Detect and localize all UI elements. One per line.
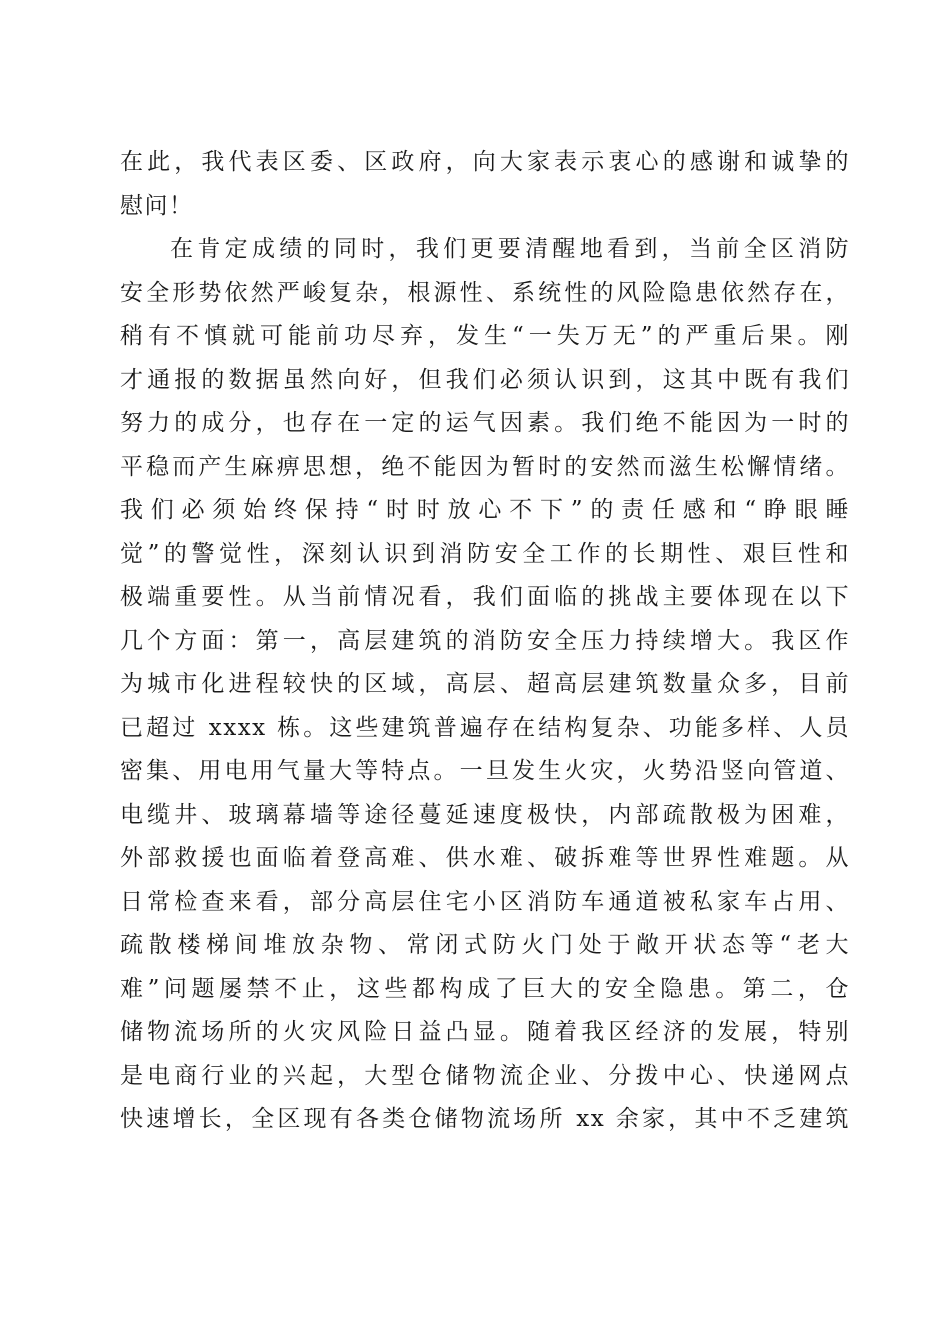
text-line: 外部救援也面临着登高难、供水难、破拆难等世界性难题。从 bbox=[120, 845, 850, 871]
text-line: 储物流场所的火灾风险日益凸显。随着我区经济的发展，特别 bbox=[120, 1019, 850, 1045]
text-line: 安全形势依然严峻复杂，根源性、系统性的风险隐患依然存在， bbox=[120, 279, 850, 306]
text-line: 稍有不慎就可能前功尽弃，发生“一失万无”的严重后果。刚 bbox=[120, 323, 850, 349]
paragraph-1 bbox=[120, 141, 850, 228]
document-body bbox=[120, 141, 850, 1142]
text-line: 极端重要性。从当前情况看，我们面临的挑战主要体现在以下 bbox=[120, 584, 850, 610]
text-line: 电缆井、玻璃幕墙等途径蔓延速度极快，内部疏散极为困难， bbox=[120, 801, 850, 828]
text-line: 慰问！ bbox=[120, 192, 194, 219]
text-line: 难”问题屡禁不止，这些都构成了巨大的安全隐患。第二，仓 bbox=[120, 975, 850, 1002]
text-line: 努力的成分，也存在一定的运气因素。我们绝不能因为一时的 bbox=[120, 410, 850, 436]
text-line: 日常检查来看，部分高层住宅小区消防车通道被私家车占用、 bbox=[120, 888, 850, 915]
text-line: 密集、用电用气量大等特点。一旦发生火灾，火势沿竖向管道、 bbox=[120, 758, 850, 784]
text-line: 在肯定成绩的同时，我们更要清醒地看到，当前全区消防 bbox=[170, 236, 850, 262]
text-line: 在此，我代表区委、区政府，向大家表示衷心的感谢和诚挚的 bbox=[120, 149, 850, 175]
text-line: 才通报的数据虽然向好，但我们必须认识到，这其中既有我们 bbox=[120, 366, 850, 393]
text-line: 疏散楼梯间堆放杂物、常闭式防火门处于敞开状态等“老大 bbox=[120, 932, 850, 958]
text-line: 我们必须始终保持“时时放心不下”的责任感和“睁眼睡 bbox=[120, 497, 850, 523]
text-line: 几个方面：第一，高层建筑的消防安全压力持续增大。我区作 bbox=[120, 627, 850, 654]
text-line: 已超过 xxxx 栋。这些建筑普遍存在结构复杂、功能多样、人员 bbox=[120, 714, 850, 741]
text-line: 为城市化进程较快的区域，高层、超高层建筑数量众多，目前 bbox=[120, 671, 850, 697]
paragraph-2 bbox=[120, 228, 850, 1142]
text-line: 快速增长，全区现有各类仓储物流场所 xx 余家，其中不乏建筑 bbox=[120, 1106, 850, 1132]
text-line: 觉”的警觉性，深刻认识到消防安全工作的长期性、艰巨性和 bbox=[120, 540, 850, 567]
text-line: 是电商行业的兴起，大型仓储物流企业、分拨中心、快递网点 bbox=[120, 1062, 850, 1089]
text-line: 平稳而产生麻痹思想，绝不能因为暂时的安然而滋生松懈情绪。 bbox=[120, 453, 850, 480]
